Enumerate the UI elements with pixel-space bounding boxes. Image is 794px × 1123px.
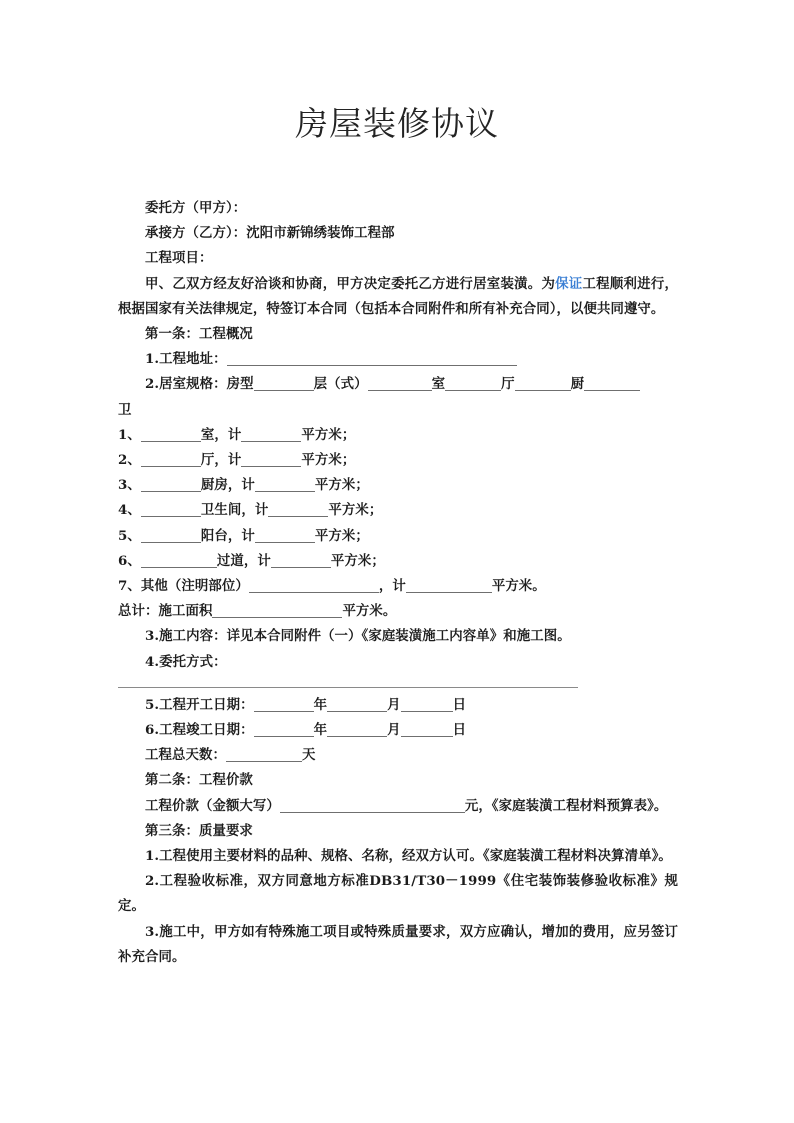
room-row-6-count-blank[interactable] (141, 554, 217, 568)
room-row-5-mid: ，计 (227, 527, 255, 544)
room-row-2-mid: ，计 (214, 452, 242, 469)
client-party-line: 委托方（甲方）： (145, 200, 247, 216)
quality-item-2: 2.工程验收标准，双方同意地方标准DB31/T30－1999《住宅装饰装修验收标准》规定。 (118, 873, 678, 915)
room-row-2-area-blank[interactable] (241, 453, 301, 467)
room-spec-seg-4: 厨 (570, 376, 585, 393)
room-row-7-mid: ，计 (378, 578, 406, 595)
page-title: 房屋装修协议 (295, 104, 499, 143)
room-spec-kitchen-blank[interactable] (515, 377, 571, 391)
project-address-line (118, 347, 678, 372)
room-row-5 (118, 524, 678, 549)
finish-date-year-blank[interactable] (254, 723, 314, 737)
contract-price-blank[interactable] (280, 799, 465, 813)
room-spec-floor-blank[interactable] (254, 377, 314, 391)
room-row-2-unit: 平方米； (301, 452, 356, 469)
start-date-day-unit: 日 (452, 696, 467, 713)
start-date-day-blank[interactable] (401, 698, 453, 712)
room-row-3-unit: 平方米； (314, 477, 369, 494)
room-spec-wrap-line: 卫 (118, 401, 132, 418)
finish-date-label: 6.工程竣工日期： (145, 722, 254, 739)
total-area-line (118, 599, 678, 624)
construction-content-line: 3.施工内容：详见本合同附件（一）《家庭装潢施工内容单》和施工图。 (145, 628, 571, 645)
article-3-heading: 第三条：质量要求 (145, 822, 253, 839)
room-row-7-unit: 平方米。 (491, 578, 546, 595)
room-row-3-number: 3、 (118, 477, 141, 494)
quality-item-3: 3.施工中，甲方如有特殊施工项目或特殊质量要求，双方应确认，增加的费用，应另签订补充合同。 (118, 923, 678, 965)
document-body (118, 196, 678, 970)
room-row-5-count-blank[interactable] (141, 529, 201, 543)
commission-method-line: 4.委托方式： (145, 653, 227, 670)
room-row-3-count-blank[interactable] (141, 478, 201, 492)
finish-date-month-blank[interactable] (327, 723, 387, 737)
room-row-1-unit: 平方米； (301, 426, 356, 443)
room-row-6 (118, 549, 678, 574)
room-row-4-name: 卫生间 (200, 502, 242, 519)
room-row-2-name: 厅 (200, 452, 215, 469)
room-row-6-area-blank[interactable] (271, 554, 331, 568)
project-name-line: 工程项目： (145, 250, 213, 267)
room-row-6-mid: ，计 (243, 552, 271, 569)
total-days-unit: 天 (301, 747, 316, 764)
room-row-3 (118, 473, 678, 498)
room-spec-hall-blank[interactable] (445, 377, 501, 391)
room-row-6-unit: 平方米； (330, 552, 385, 569)
start-date-label: 5.工程开工日期： (145, 696, 254, 713)
room-row-4-number: 4、 (118, 502, 141, 519)
room-row-6-name: 过道 (216, 552, 244, 569)
room-row-1-count-blank[interactable] (141, 428, 201, 442)
finish-date-day-blank[interactable] (401, 723, 453, 737)
start-date-year-unit: 年 (313, 696, 328, 713)
room-spec-seg-3: 厅 (501, 376, 515, 393)
start-date-line (118, 693, 678, 718)
total-days-line (118, 743, 678, 768)
finish-date-year-unit: 年 (313, 722, 328, 739)
room-row-5-number: 5、 (118, 527, 141, 544)
room-row-1-mid: ，计 (214, 426, 242, 443)
room-row-5-name: 阳台 (200, 527, 228, 544)
room-row-3-name: 厨房 (200, 477, 228, 494)
contract-price-suffix: 元，《家庭装潢工程材料预算表》。 (464, 797, 668, 814)
room-row-6-number: 6、 (118, 552, 141, 569)
preamble-text-before: 甲、乙双方经友好洽谈和协商，甲方决定委托乙方进行居室装潢。为 (145, 275, 556, 292)
room-row-4 (118, 498, 678, 523)
room-row-3-area-blank[interactable] (255, 478, 315, 492)
preamble-link[interactable]: 保证 (555, 275, 583, 292)
room-row-1-number: 1、 (118, 426, 141, 443)
room-row-4-unit: 平方米； (328, 502, 383, 519)
article-1-heading: 第一条：工程概况 (145, 326, 253, 343)
project-address-blank[interactable] (227, 352, 517, 366)
contract-price-label: 工程价款（金额大写） (145, 797, 280, 814)
preamble-paragraph (118, 272, 678, 322)
total-area-unit: 平方米。 (342, 603, 397, 620)
room-row-5-area-blank[interactable] (255, 529, 315, 543)
total-days-label: 工程总天数： (145, 747, 226, 764)
room-row-3-mid: ，计 (227, 477, 255, 494)
room-row-2 (118, 448, 678, 473)
room-row-2-number: 2、 (118, 452, 141, 469)
article-2-heading: 第二条：工程价款 (145, 772, 253, 789)
room-row-1 (118, 423, 678, 448)
room-spec-seg-2: 室 (431, 376, 446, 393)
room-row-2-count-blank[interactable] (141, 453, 201, 467)
room-row-5-unit: 平方米； (314, 527, 369, 544)
start-date-month-unit: 月 (387, 696, 401, 713)
commission-method-blank-rule[interactable] (118, 687, 578, 688)
finish-date-day-unit: 日 (452, 722, 467, 739)
room-row-4-area-blank[interactable] (268, 503, 328, 517)
finish-date-line (118, 718, 678, 743)
room-spec-bedroom-blank[interactable] (368, 377, 432, 391)
contract-price-line (118, 794, 678, 819)
preamble-text-after: 工程顺利进行，根据国家有关法律规定，特签订本合同（包括本合同附件和所有补充合同），以便共同遵守。 (118, 275, 679, 317)
room-row-7 (118, 574, 678, 599)
room-row-7-label: 7、其他（注明部位） (118, 578, 249, 595)
quality-item-1: 1.工程使用主要材料的品种、规格、名称，经双方认可。《家庭装潢工程材料决算清单》。 (145, 848, 672, 865)
room-spec-bath-blank[interactable] (584, 377, 640, 391)
project-address-label: 1.工程地址： (145, 351, 227, 368)
total-days-blank[interactable] (226, 748, 302, 762)
total-area-blank[interactable] (212, 604, 342, 618)
room-row-1-area-blank[interactable] (241, 428, 301, 442)
finish-date-month-unit: 月 (387, 722, 401, 739)
room-spec-label: 2.居室规格：房型 (145, 376, 254, 393)
room-row-1-name: 室 (200, 426, 215, 443)
total-area-label: 总计：施工面积 (118, 603, 213, 620)
start-date-year-blank[interactable] (254, 698, 314, 712)
contractor-party-line: 承接方（乙方）：沈阳市新锦绣装饰工程部 (145, 225, 395, 242)
room-spec-line (118, 372, 678, 397)
room-spec-seg-1: 层（式） (313, 376, 368, 393)
start-date-month-blank[interactable] (327, 698, 387, 712)
room-row-7-location-blank[interactable] (249, 579, 379, 593)
room-row-4-count-blank[interactable] (141, 503, 201, 517)
room-row-7-area-blank[interactable] (406, 579, 492, 593)
room-row-4-mid: ，计 (241, 502, 269, 519)
